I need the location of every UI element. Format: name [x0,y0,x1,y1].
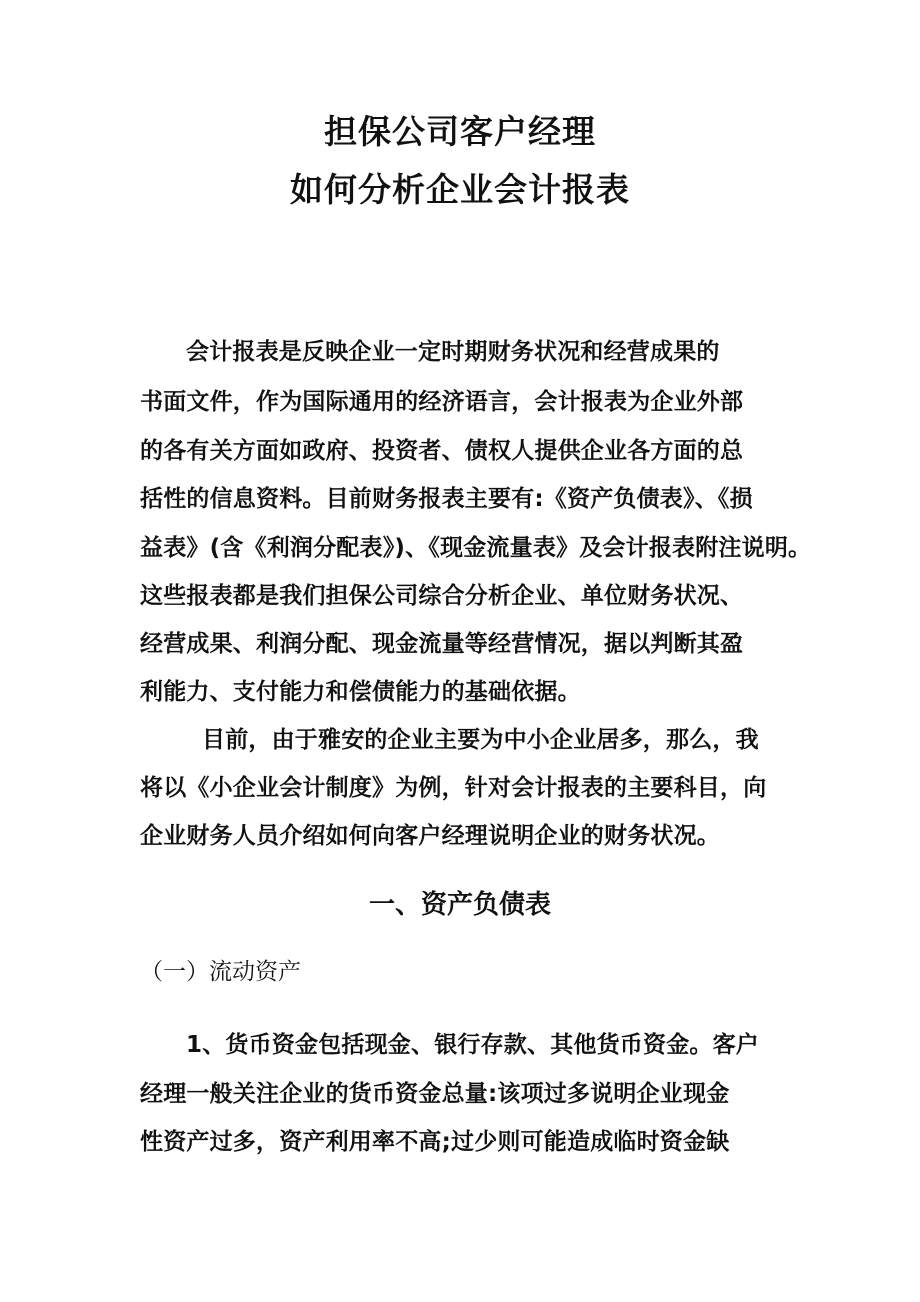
intro-paragraph-2-line-3: 企业财务人员介绍如何向客户经理说明企业的财务状况。 [140,823,720,849]
intro-paragraph-1-line-3: 的各有关方面如政府、投资者、债权人提供企业各方面的总 [140,438,744,464]
subsection-heading-current-assets: （一）流动资产 [140,959,301,985]
section-heading-balance-sheet: 一、资产负债表 [368,890,551,920]
item-1-line-1: 1、货币资金包括现金、银行存款、其他货币资金。客户 [186,1032,760,1058]
intro-paragraph-1-line-5: 益表》(含《利润分配表》)、《现金流量表》及会计报表附注说明。 [140,535,812,561]
intro-paragraph-1-line-1: 会计报表是反映企业一定时期财务状况和经营成果的 [186,339,720,365]
intro-paragraph-1-line-7: 经营成果、利润分配、现金流量等经营情况，据以判断其盈 [140,631,744,657]
item-1-line-3: 性资产过多，资产利用率不高;过少则可能造成临时资金缺 [140,1129,730,1155]
intro-paragraph-1-line-6: 这些报表都是我们担保公司综合分析企业、单位财务状况、 [140,583,744,609]
item-1-line-2: 经理一般关注企业的货币资金总量:该项过多说明企业现金 [140,1081,730,1107]
document-title-line-1: 担保公司客户经理 [324,112,596,151]
intro-paragraph-2-line-1: 目前，由于雅安的企业主要为中小企业居多，那么，我 [202,727,759,753]
intro-paragraph-2-line-2: 将以《小企业会计制度》为例，针对会计报表的主要科目，向 [140,775,767,801]
document-title-line-2: 如何分析企业会计报表 [290,170,630,209]
intro-paragraph-1-line-2: 书面文件，作为国际通用的经济语言，会计报表为企业外部 [140,389,744,415]
intro-paragraph-1-line-4: 括性的信息资料。目前财务报表主要有:《资产负债表》、《损 [140,486,753,512]
intro-paragraph-1-line-8: 利能力、支付能力和偿债能力的基础依据。 [140,679,581,705]
